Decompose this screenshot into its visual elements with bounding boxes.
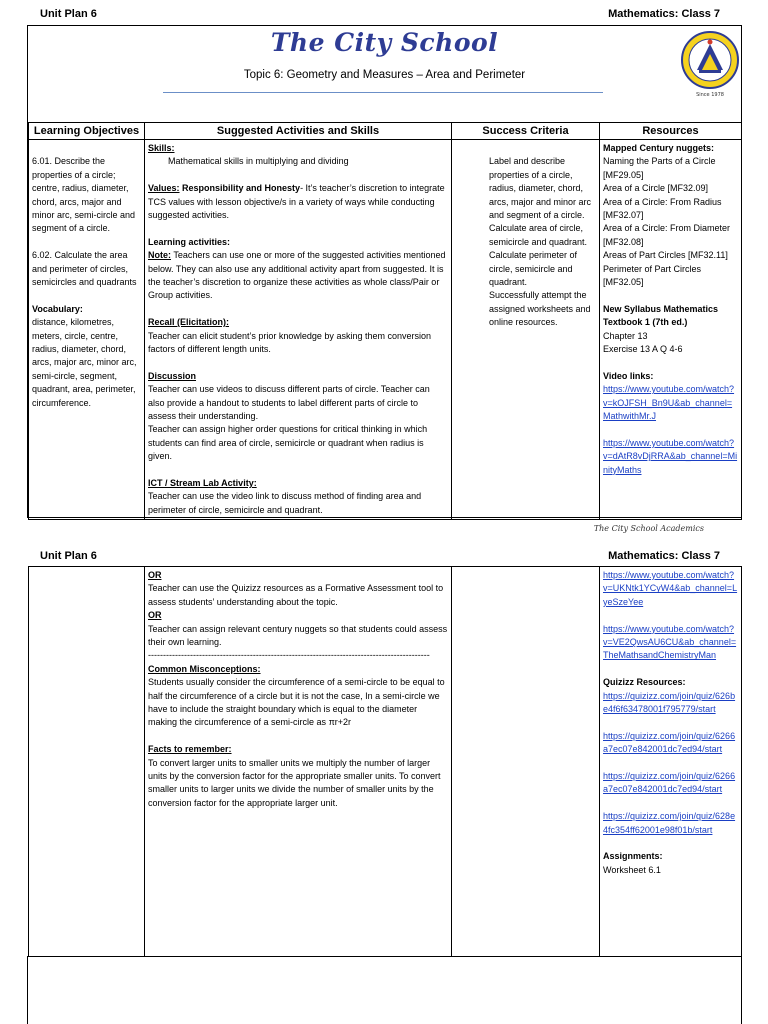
criteria-cell [452, 140, 600, 520]
values-paragraph [148, 182, 448, 222]
textbook-exercise: Exercise 13 A Q 4-6 [603, 344, 683, 355]
quizizz-heading: Quizizz Resources: [603, 677, 686, 688]
page1-header-left: Unit Plan 6 [40, 8, 97, 20]
criterion-3: Calculate perimeter of circle, semicircle and quadrant. [489, 250, 578, 288]
misconceptions-heading: Common Misconceptions: [148, 663, 261, 674]
logo-caption: Since 1978 [696, 92, 724, 98]
recall-text: Teacher can elicit student’s prior knowledge by asking them conversion factors of different length units. [148, 330, 431, 355]
resources-cell [600, 140, 742, 520]
ict-heading: ICT / Stream Lab Activity: [148, 478, 257, 489]
table-row [29, 567, 742, 957]
video-link-2[interactable]: https://www.youtube.com/watch?v=dAtR8vDjRRA&ab_channel=MinityMaths [603, 437, 738, 475]
criterion-2: Calculate area of circle, semicircle and quadrant. [489, 223, 588, 247]
criterion-4: Successfully attempt the assigned worksheets and online resources. [489, 290, 591, 328]
quizizz-link-1[interactable]: https://quizizz.com/join/quiz/626be4f6f63478001f795779/start [603, 690, 736, 715]
footer-signature: The City School Academics [593, 524, 704, 533]
or-label-1: OR [148, 570, 162, 580]
quizizz-link-3[interactable]: https://quizizz.com/join/quiz/6266a7ec07e842001dc7ed94/start [603, 771, 736, 795]
century-item: Perimeter of Part Circles [MF32.05] [603, 263, 702, 288]
criterion-1: Label and describe properties of a circle, radius, diameter, chord, arcs, major and minor arc and segment of a circle. [489, 156, 592, 221]
activities-cell [145, 567, 452, 957]
quizizz-activity-text: Teacher can use the Quizizz resources as a Formative Assessment tool to assess students’ understanding about the topic. [148, 583, 444, 607]
note-text: Teachers can use one or more of the suggested activities mentioned below. They can also use any additional activity apart from suggested. It is the teacher’s discretion to organize these activities as whole class/Pair or Group activities. [148, 250, 446, 301]
facts-heading: Facts to remember: [148, 744, 232, 755]
century-item: Naming the Parts of a Circle [MF29.05] [603, 156, 716, 180]
objectives-cell-empty [29, 567, 145, 957]
quizizz-link-4[interactable]: https://quizizz.com/join/quiz/628e4fc354ff62001e98f01b/start [603, 811, 736, 835]
quizizz-link-2[interactable]: https://quizizz.com/join/quiz/6266a7ec07e842001dc7ed94/start [603, 730, 736, 755]
note-paragraph [148, 249, 448, 303]
video-link-1[interactable]: https://www.youtube.com/watch?v=kOJFSH_Bn9U&ab_channel=MathwithMr.J [603, 384, 735, 422]
misconceptions-text: Students usually consider the circumference of a semi-circle to be equal to half the circumference of a circle but it is not the case, In a semi-circle we have to include the straight boundary which is equal to the diameter making the circumference of a semi-circle as πr+2r [148, 677, 445, 728]
page2-header-left: Unit Plan 6 [40, 550, 97, 562]
skills-heading: Skills: [148, 143, 175, 153]
page1-header-right: Mathematics: Class 7 [608, 8, 720, 20]
assignments-heading: Assignments: [603, 851, 663, 862]
page2-frame-right [741, 956, 742, 1024]
values-text: - It’s teacher’s discretion to integrate TCS values with lesson objective/s in a variety of ways while conducting suggested activities. [148, 183, 445, 221]
table-header-row [29, 123, 742, 140]
col-header-activities: Suggested Activities and Skills [145, 123, 452, 140]
topic-title: Topic 6: Geometry and Measures – Area and Perimeter [243, 69, 526, 81]
objectives-cell [29, 140, 145, 520]
video-link-3[interactable]: https://www.youtube.com/watch?v=UKNtk1YCyW4&ab_channel=LyeSzeYee [603, 570, 738, 607]
century-activity-text: Teacher can assign relevant century nuggets so that students could assess their own learning. [148, 623, 448, 648]
recall-heading: Recall (Elicitation): [148, 317, 230, 328]
col-header-resources: Resources [600, 123, 742, 140]
objective-6-02: 6.02. Calculate the area and perimeter of circles, semicircles and quadrants [32, 250, 137, 288]
table-row [29, 140, 742, 520]
learning-activities-heading: Learning activities: [148, 236, 231, 247]
col-header-objectives: Learning Objectives [29, 123, 145, 140]
century-item: Areas of Part Circles [MF32.11] [603, 250, 728, 261]
values-bold: Responsibility and Honesty [179, 183, 301, 194]
objective-6-01: 6.01. Describe the properties of a circle; centre, radius, diameter, chord, arcs, major and minor arc, semi-circle and segment of a circle. [32, 156, 136, 234]
facts-text: To convert larger units to smaller units we multiply the number of larger units by the conversion factor for the appropriate smaller units. To convert smaller units to larger units we divide the number of smaller units by the conversion factor for the appropriate larger unit. [148, 757, 441, 808]
textbook-chapter: Chapter 13 [603, 330, 648, 341]
unit-plan-table-page1 [28, 122, 742, 520]
textbook-heading: New Syllabus Mathematics Textbook 1 (7th ed.) [603, 303, 719, 328]
page2-frame-left [27, 956, 28, 1024]
century-item: Area of a Circle: From Diameter [MF32.08] [603, 223, 731, 247]
topic-divider [163, 92, 603, 93]
century-item: Area of a Circle [MF32.09] [603, 183, 709, 194]
activities-cell [145, 140, 452, 520]
values-label: Values: [148, 183, 180, 194]
discussion-text-2: Teacher can assign higher order questions for critical thinking in which students can find area of circle, semicircle or quadrant when radius is given. [148, 424, 428, 462]
col-header-criteria: Success Criteria [452, 123, 600, 140]
video-links-heading: Video links: [603, 370, 654, 381]
resources-cell [600, 567, 742, 957]
discussion-text-1: Teacher can use videos to discuss different parts of circle. Teacher can also provide a handout to students to label different parts of circle to assess their understanding. [148, 384, 430, 422]
unit-plan-table-page2 [28, 566, 742, 957]
criteria-cell-empty [452, 567, 600, 957]
note-label: Note: [148, 250, 171, 261]
page2-header-right: Mathematics: Class 7 [608, 550, 720, 562]
discussion-heading: Discussion [148, 370, 197, 381]
video-link-4[interactable]: https://www.youtube.com/watch?v=VE2QwsAU6CU&ab_channel=TheMathsandChemistryMan [603, 623, 737, 661]
century-heading: Mapped Century nuggets: [603, 143, 715, 153]
worksheet-item: Worksheet 6.1 [603, 864, 661, 875]
skills-text: Mathematical skills in multiplying and dividing [168, 156, 349, 167]
school-name: The City School [270, 28, 499, 57]
vocabulary-heading: Vocabulary: [32, 303, 83, 314]
or-label-2: OR [148, 610, 162, 621]
dashed-divider: ---------------------------------------------------------------------------------------------- [148, 650, 430, 661]
ict-text: Teacher can use the video link to discuss method of finding area and perimeter of circle, semicircle and quadrant. [148, 491, 422, 515]
century-item: Area of a Circle: From Radius [MF32.07] [603, 196, 722, 221]
vocabulary-list: distance, kilometres, meters, circle, centre, radius, diameter, chord, arcs, major arc, minor arc, semi-circle, segment, quadrant, area, perimeter, circumference. [32, 317, 137, 408]
school-logo-icon [679, 30, 741, 98]
